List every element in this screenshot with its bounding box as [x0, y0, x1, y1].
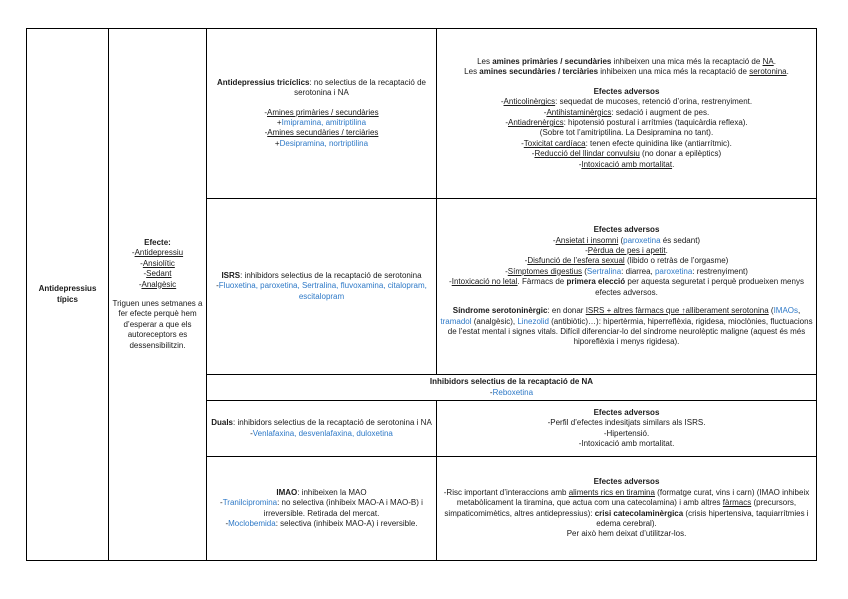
drug: paroxetina [623, 235, 661, 245]
text: ISRS + altres fàrmacs que ↑alliberament serotonina [585, 306, 769, 316]
text: inhibeixen una mica més la recaptació de [611, 56, 763, 66]
text: : en donar [547, 306, 586, 316]
text: amines primàries / secundàries [492, 56, 612, 66]
drug: Linezolid [517, 316, 549, 326]
tricyclic-drugs-2: Desipramina, nortriptilina [279, 138, 369, 148]
text: Risc important d’interaccions amb [446, 487, 569, 497]
tricyclic-group-1: Amines primàries / secundàries [267, 107, 379, 117]
text: (precursors, simpaticomimètics, altres antidepressius): [444, 498, 797, 518]
text: Pèrdua de pes i apetit [587, 246, 666, 256]
tricyclic-title: Antidepressius tricíclics [217, 77, 310, 87]
tricyclic-effects-cell: Les amines primàries / secundàries inhibeixen una mica més la recaptació de NA. Les amines secundàries / terciàries inhibeixen una mica més la recaptació de serotonina. Efectes adversos -Anticolinèrgics: sequedat de mucoses, retenció d’orina, restrenyiment. -Antihistaminèrgics: sedació i augment de pes. -Antiadrenèrgics: hipotensió postural i arrítmies (taquicàrdia reflexa). (Sobre tot l’amitriptilina. La Desipramina no tant). -Toxicitat cardíaca: tenen efecte quinidina like (antiarrítmic). -Reducció del llindar convulsiu (no donar a epilèptics) -Intoxicació amb mortalitat. [437, 29, 817, 199]
text: : diarrea, [621, 266, 655, 276]
imao-cell: IMAO: inhibeixen la MAO -Tranilcipromina: no selectiva (inhibeix MAO-A i MAO-B) i irreversible. Retirada del mercat. -Moclobemida: selectiva (inhibeix MAO-A) i reversible. [207, 457, 437, 561]
text: crisi catecolaminèrgica [594, 508, 684, 518]
antidepressants-table [26, 28, 817, 561]
text: Les [477, 56, 493, 66]
text: NA [762, 56, 774, 66]
adverse-title: Efectes adversos [593, 225, 660, 235]
text: : restrenyiment) [692, 266, 748, 276]
effect-cell: Efecte: -Antidepressiu -Ansiolític -Sedant -Analgèsic Triguen unes setmanes a fer efecte perquè hem d’esperar a que els autoreceptors es dessensibilitzin. [109, 29, 207, 561]
imao-title: IMAO [276, 487, 298, 497]
imao-effects-cell: Efectes adversos -Risc important d’interaccions amb aliments rics en tiramina (formatge curat, vins i carn) (IMAO inhibeix metabòlicament la tiramina, que actua com una catecolamina) i amb altres fàrmacs (precursors, simpaticomimètics, altres antidepressius): crisi catecolaminèrgica (crisis hipertensiva, taquiarrítmies i edema cerebral). Per això hem deixat d’utilitzar-los. [437, 457, 817, 561]
text: serotonina [749, 67, 787, 77]
text: (crisis hipertensiva, taquiarrítmies i edema cerebral). [596, 508, 809, 528]
text: Antihistaminèrgics [546, 107, 612, 117]
tricyclic-group-2: Amines secundàries / terciàries [267, 128, 379, 138]
text: Intoxicació amb mortalitat. [581, 438, 675, 448]
duals-drugs: Venlafaxina, desvenlafaxina, duloxetina [252, 428, 393, 438]
text: Hipertensió. [606, 428, 650, 438]
drug: Moclobemida [228, 518, 276, 528]
drug: tramadol [440, 316, 472, 326]
isrs-drugs: Fluoxetina, paroxetina, Sertralina, fluvoxamina, citalopram, escitalopram [218, 281, 427, 301]
text: (Sobre tot l’amitriptilina. La Desipramina no tant). [539, 128, 714, 138]
nari-title: Inhibidors selectius de la recaptació de NA [429, 377, 594, 387]
nari-drug: Reboxetina [492, 387, 534, 397]
text: (no donar a epilèptics) [639, 149, 722, 159]
isrs-desc: : inhibidors selectius de la recaptació de serotonina [240, 270, 422, 280]
duals-effects-cell: Efectes adversos -Perfil d’efectes indesitjats similars als ISRS. -Hipertensió. -Intoxicació amb mortalitat. [437, 401, 817, 457]
text: amines secundàries / terciàries [479, 67, 599, 77]
text: Disfunció de l’esfera sexual [527, 256, 625, 266]
tricyclic-cell: Antidepressius tricíclics: no selectius de la recaptació de serotonina i NA -Amines primàries / secundàries +Imipramina, amitriptilina -Amines secundàries / terciàries +Desipramina, nortriptilina [207, 29, 437, 199]
text: : hipotensió postural i arrítmies (taquicàrdia reflexa). [563, 118, 748, 127]
adverse-title: Efectes adversos [593, 86, 660, 96]
text: Per això hem deixat d’utilitzar-los. [566, 529, 687, 539]
text: : sequedat de mucoses, retenció d’orina, restrenyiment. [555, 97, 753, 107]
drug: Tranilcipromina [222, 498, 278, 508]
text: primera elecció [566, 277, 626, 287]
text: : sedació i augment de pes. [611, 107, 710, 117]
text: Símptomes digestius [507, 266, 583, 276]
serotonin-syndrome-title: Síndrome serotoninèrgic [452, 306, 548, 316]
category-cell [27, 29, 109, 561]
adverse-title: Efectes adversos [593, 477, 660, 487]
text: (analgèsic), [471, 316, 518, 326]
text: Les [464, 67, 480, 77]
text: . [672, 159, 675, 169]
isrs-effects-cell: Efectes adversos -Ansietat i insomni (paroxetina és sedant) -Pèrdua de pes i apetit. -Disfunció de l’esfera sexual (libido o retràs de l’orgasme) -Símptomes digestius (Sertralina: diarrea, paroxetina: restrenyiment) -Intoxicació no letal. Fàrmacs de primera elecció per aquesta seguretat i perquè produeixen menys efectes adversos. Síndrome serotoninèrgic: en donar ISRS + altres fàrmacs que ↑alliberament serotonina (IMAOs, tramadol (analgèsic), Linezolid (antibiòtic)…): hipertèrmia, hiperreflèxia, rigidesa, mioclònies, fluctuacions de l’estat mental i signes vitals. Difícil diferenciar-lo del síndrome neurolèptic maligne (aquest és més hiporeflèxia i menys rigidesa). [437, 199, 817, 375]
text: : selectiva (inhibeix MAO-A) i reversible. [275, 518, 418, 528]
text: : no selectiva (inhibeix MAO-A i MAO-B) i irreversible. Retirada del mercat. [263, 498, 423, 518]
drug: IMAOs [773, 306, 799, 316]
imao-desc: : inhibeixen la MAO [297, 487, 367, 497]
effect-item: Antidepressiu [134, 248, 184, 258]
text: (libido o retràs de l’orgasme) [624, 256, 729, 266]
text: Anticolinèrgics [503, 97, 556, 107]
category-label: Antidepressius típics [38, 284, 97, 304]
duals-title: Duals [211, 418, 233, 428]
text: : tenen efecte quinidina like (antiarrítmic). [585, 138, 732, 148]
text: inhibeixen una mica més la recaptació de [598, 67, 750, 77]
drug: paroxetina [654, 266, 693, 276]
tricyclic-drugs-1: Imipramina, amitriptilina [281, 118, 367, 127]
text: Intoxicació amb mortalitat [581, 159, 673, 169]
text: . Fàrmacs de [517, 277, 567, 287]
text: és sedant) [660, 235, 701, 245]
isrs-cell: ISRS: inhibidors selectius de la recaptació de serotonina -Fluoxetina, paroxetina, Sertralina, fluvoxamina, citalopram, escitalopram [207, 199, 437, 375]
text: (antibiòtic)…): hipertèrmia, hiperreflèxia, rigidesa, mioclònies, fluctuacions de l’estat mental i signes vitals. Difícil diferenciar-lo del síndrome neurolèptic maligne (aquest és més hiporeflèxia i menys rigidesa). [447, 316, 813, 347]
text: Antiadrenèrgics [507, 118, 564, 127]
text: per aquesta seguretat i perquè produeixen menys efectes adversos. [595, 277, 804, 297]
isrs-title: ISRS [221, 270, 241, 280]
effect-item: Analgèsic [141, 279, 177, 289]
effect-title: Efecte: [144, 237, 171, 247]
effect-item: Sedant [146, 269, 172, 279]
text: (formatge curat, vins i carn) (IMAO inhibeix metabòlicament la tiramina, que actua com una catecolamina) i amb altres [456, 487, 810, 508]
text: Ansietat i insomni [555, 235, 619, 245]
text: Reducció del llindar convulsiu [534, 149, 640, 159]
effect-item: Ansiolític [142, 258, 175, 268]
duals-cell: Duals: inhibidors selectius de la recaptació de serotonina i NA -Venlafaxina, desvenlafaxina, duloxetina [207, 401, 437, 457]
text: aliments rics en tiramina [568, 487, 655, 497]
tricyclic-desc: : no selectius de la recaptació de serotonina i NA [294, 77, 426, 98]
text: Toxicitat cardíaca [523, 138, 586, 148]
text: fàrmacs [722, 498, 752, 508]
duals-desc: : inhibidors selectius de la recaptació de serotonina i NA [233, 418, 432, 428]
adverse-title: Efectes adversos [593, 407, 660, 417]
effect-note: Triguen unes setmanes a fer efecte perquè hem d’esperar a que els autoreceptors es dessensibilitzin. [112, 299, 203, 350]
nari-cell: Inhibidors selectius de la recaptació de NA -Reboxetina [207, 375, 817, 401]
text: Intoxicació no letal [451, 277, 518, 287]
drug: Sertralina [586, 266, 622, 276]
text: Perfil d’efectes indesitjats similars als ISRS. [550, 418, 706, 428]
